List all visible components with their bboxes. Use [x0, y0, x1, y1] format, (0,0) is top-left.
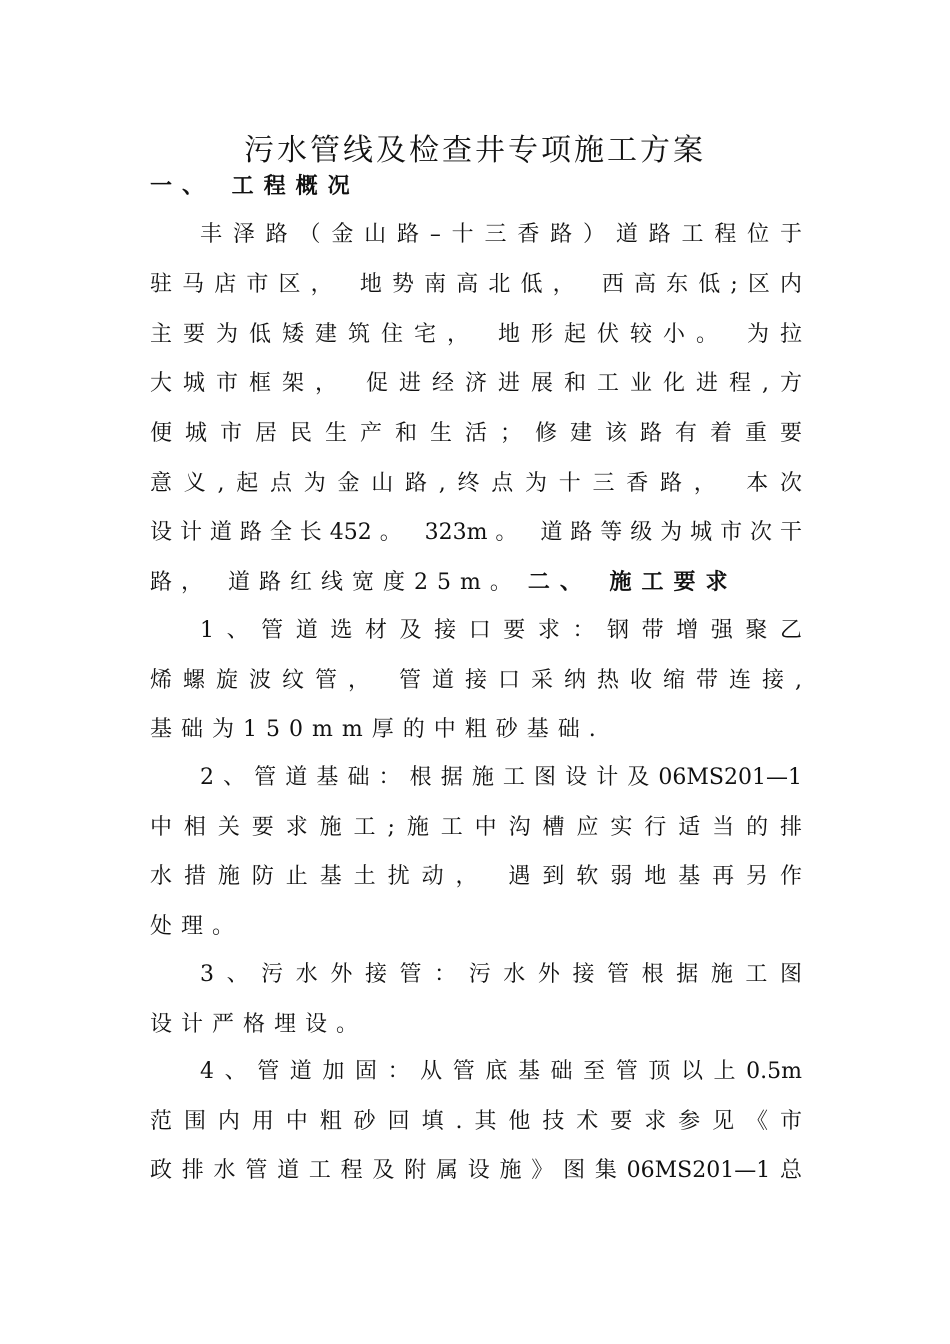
list-item-line: 1、管道选材及接口要求：钢带增强聚乙 — [200, 618, 802, 643]
paragraph-line: 驻马店市区， 地势南高北低， 西高东低;区内 — [150, 272, 802, 297]
paragraph-line: 大城市框架， 促进经济进展和工业化进程,方 — [150, 371, 802, 396]
paragraph-line: 路， 道路红线宽度25m。 — [150, 570, 521, 595]
document-title: 污水管线及检查井专项施工方案 — [244, 133, 706, 168]
list-item-line: 设计严格埋设。 — [150, 1012, 368, 1037]
list-item-line: 政排水管道工程及附属设施》图集06MS201—1总 — [150, 1158, 802, 1183]
list-item-line: 3、污水外接管：污水外接管根据施工图 — [200, 962, 802, 987]
list-item-line: 烯螺旋波纹管， 管道接口采纳热收缩带连接, — [150, 668, 802, 693]
list-item-line: 处理。 — [150, 914, 244, 939]
list-item-line: 中相关要求施工;施工中沟槽应实行适当的排 — [150, 815, 802, 840]
paragraph-line: 主要为低矮建筑住宅， 地形起伏较小。 为拉 — [150, 322, 802, 347]
section-heading-text: 一、 工程概况 — [150, 174, 360, 199]
paragraph-line-with-heading — [150, 558, 802, 608]
list-item-line: 水措施防止基土扰动， 遇到软弱地基再另作 — [150, 864, 802, 889]
paragraph-line: 设计道路全长452。 323m。 道路等级为城市次干 — [150, 520, 802, 545]
list-item-line: 4、管道加固：从管底基础至管顶以上0.5m — [200, 1059, 802, 1084]
paragraph-line: 丰泽路（金山路–十三香路）道路工程位于 — [200, 222, 802, 247]
paragraph-line: 意义,起点为金山路,终点为十三香路， 本次 — [150, 471, 802, 496]
list-item-line: 基础为150mm厚的中粗砂基础. — [150, 717, 605, 742]
list-item-line: 范围内用中粗砂回填.其他技术要求参见《市 — [150, 1109, 802, 1134]
list-item-line: 2、管道基础：根据施工图设计及06MS201—1 — [200, 765, 802, 790]
section-heading — [150, 162, 802, 212]
paragraph-line: 便城市居民生产和生活；修建该路有着重要 — [150, 421, 802, 446]
section-heading-text: 二、 施工要求 — [527, 570, 738, 595]
